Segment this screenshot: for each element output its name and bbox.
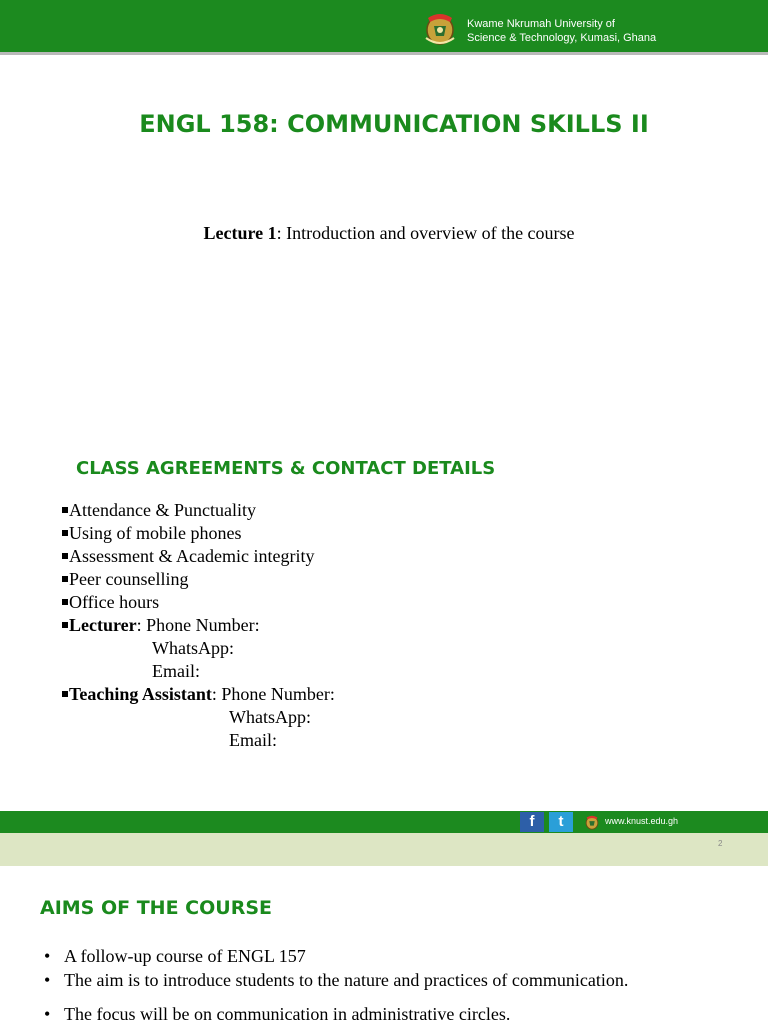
footer-bar [0, 811, 768, 833]
assistant-label: Teaching Assistant [69, 684, 212, 704]
square-bullet-icon [62, 507, 68, 513]
lecturer-email: Email: [152, 661, 200, 681]
list-item-text: Assessment & Academic integrity [69, 546, 315, 566]
assistant-phone: : Phone Number: [211, 684, 335, 704]
page-number: 2 [718, 839, 723, 848]
assistant-whatsapp: WhatsApp: [229, 707, 311, 727]
list-item: • A follow-up course of ENGL 157 [44, 944, 744, 968]
website-link[interactable]: www.knust.edu.gh [605, 816, 679, 826]
aims-list [44, 944, 744, 1026]
list-item-text: Using of mobile phones [69, 523, 242, 543]
list-item [62, 591, 662, 614]
university-name-line1: Kwame Nkrumah University of [467, 18, 615, 30]
list-item [62, 545, 662, 568]
lecturer-label: Lecturer [69, 615, 137, 635]
list-item-text: Attendance & Punctuality [69, 500, 256, 520]
lecturer-contact [62, 614, 662, 637]
square-bullet-icon [62, 530, 68, 536]
square-bullet-icon [62, 599, 68, 605]
list-item [62, 522, 662, 545]
lecturer-whatsapp: WhatsApp: [152, 638, 234, 658]
header-bar [0, 0, 768, 55]
lecture-label: Lecture 1 [203, 223, 277, 243]
square-bullet-icon [62, 553, 68, 559]
list-item-text: Peer counselling [69, 569, 189, 589]
square-bullet-icon [62, 622, 68, 628]
assistant-email: Email: [229, 730, 277, 750]
list-item: • The focus will be on communication in administrative circles. [44, 1002, 744, 1026]
knust-crest-icon [583, 813, 601, 831]
agreements-title: CLASS AGREEMENTS & CONTACT DETAILS [76, 458, 496, 479]
square-bullet-icon [62, 576, 68, 582]
twitter-icon[interactable]: t [549, 812, 573, 832]
knust-crest-icon [420, 8, 460, 48]
university-name-line2: Science & Technology, Kumasi, Ghana [467, 32, 657, 44]
aims-title: AIMS OF THE COURSE [40, 897, 272, 919]
square-bullet-icon [62, 691, 68, 697]
list-item-text: Office hours [69, 592, 160, 612]
slide-divider-strip [0, 833, 768, 866]
list-item: • The aim is to introduce students to the nature and practices of communication. [44, 968, 744, 992]
facebook-icon[interactable]: f [520, 812, 544, 832]
lecture-text: : Introduction and overview of the course [276, 223, 575, 243]
lecturer-phone: : Phone Number: [136, 615, 260, 635]
list-item [62, 499, 662, 522]
university-name [467, 17, 656, 45]
assistant-contact [62, 683, 662, 706]
course-title: ENGL 158: COMMUNICATION SKILLS II [139, 110, 649, 138]
agreements-list [62, 499, 662, 752]
lecture-subtitle [0, 223, 768, 244]
list-item [62, 568, 662, 591]
